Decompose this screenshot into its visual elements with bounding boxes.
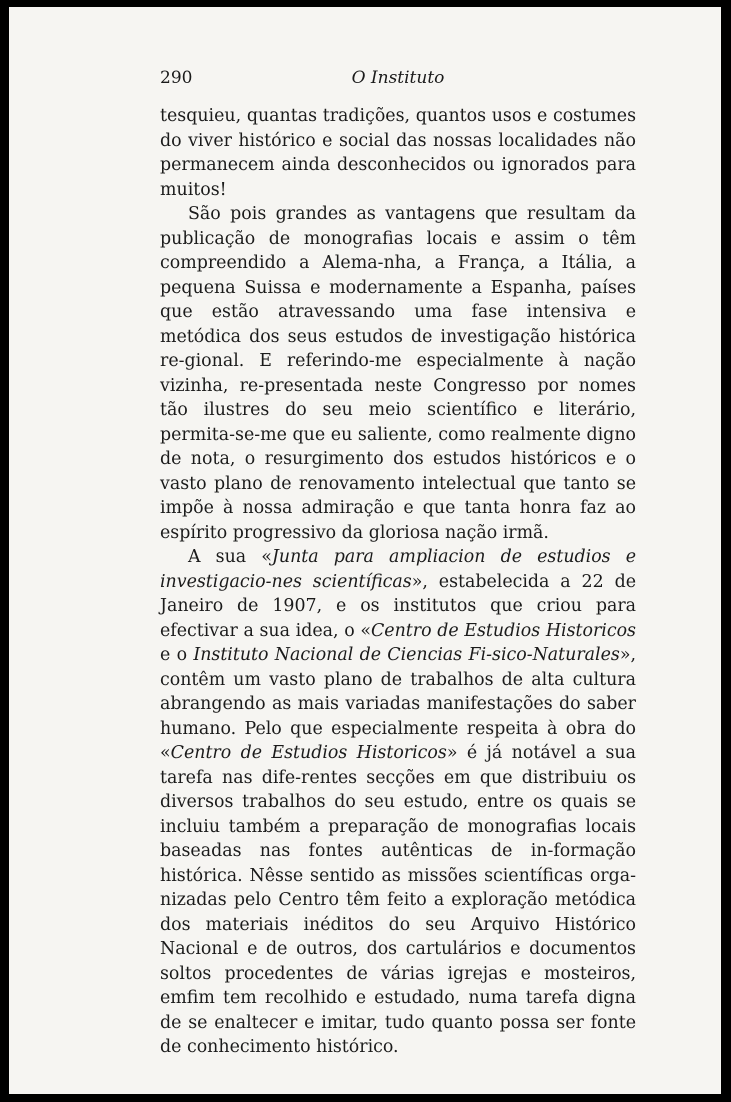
paragraph-3-text: » é já notável a sua tarefa nas dife-rentes secções em que distribuiu os diversos trabalhos do seu estudo, entre os quais se incluiu também a preparação de monografias locais baseadas nas fontes autênticas de in-formação histórica. Nêsse sentido as missões scientíficas orga-nizadas pelo Centro têm feito a exploração metódica dos materiais inéditos do seu Arquivo Histórico Nacional e de outros, dos cartulários e documentos soltos procedentes de várias igrejas e mosteiros, emfim tem recolhido e estudado, numa tarefa digna de se enaltecer e imitar, tudo quanto possa ser fonte de conhecimento histórico. [160, 743, 636, 1057]
paragraph-1: tesquieu, quantas tradições, quantos usos e costumes do viver histórico e social das nossas localidades não permanecem ainda desconhecidos ou ignorados para muitos! [160, 106, 636, 200]
instituto-title: Instituto Nacional de Ciencias Fi-sico-Naturales [193, 645, 620, 665]
page-number: 290 [160, 68, 193, 88]
junta-title: Junta para ampliacion de estudios e investigacio-nes scientíficas [160, 547, 637, 592]
paragraph-3-text: e o [160, 645, 194, 665]
paragraph-3-text: A sua « [188, 547, 272, 567]
body-text [160, 104, 636, 1060]
running-title: O Instituto [351, 68, 445, 88]
book-page [9, 7, 721, 1094]
paragraph-3-text: », estabelecida a 22 de Janeiro de 1907, e os institutos que criou para efectivar a sua idea, o « [160, 571, 636, 641]
paragraph-3-text: », contêm um vasto plano de trabalhos de alta cultura abrangendo as mais variadas manifestações do saber humano. Pelo que especialmente respeita à obra do « [160, 645, 636, 763]
paragraph-3 [160, 545, 636, 1060]
centro-title: Centro de Estudios Historicos [170, 743, 447, 763]
centro-title: Centro de Estudios Historicos [370, 620, 636, 641]
page-header [160, 68, 636, 92]
paragraph-2: São pois grandes as vantagens que resultam da publicação de monografias locais e assim o têm compreendido a Alema-nha, a França, a Itália, a pequena Suissa e modernamente a Espanha, países que estão atravessando uma fase intensiva e metódica dos seus estudos de investigação histórica re-gional. E referindo-me especialmente à nação vizinha, re-presentada neste Congresso por nomes tão ilustres do seu meio scientífico e literário, permita-se-me que eu saliente, como realmente digno de nota, o resurgimento dos estudos históricos e o vasto plano de renovamento intelectual que tanto se impõe à nossa admiração e que tanta honra faz ao espírito progressivo da gloriosa nação irmã. [160, 204, 636, 543]
